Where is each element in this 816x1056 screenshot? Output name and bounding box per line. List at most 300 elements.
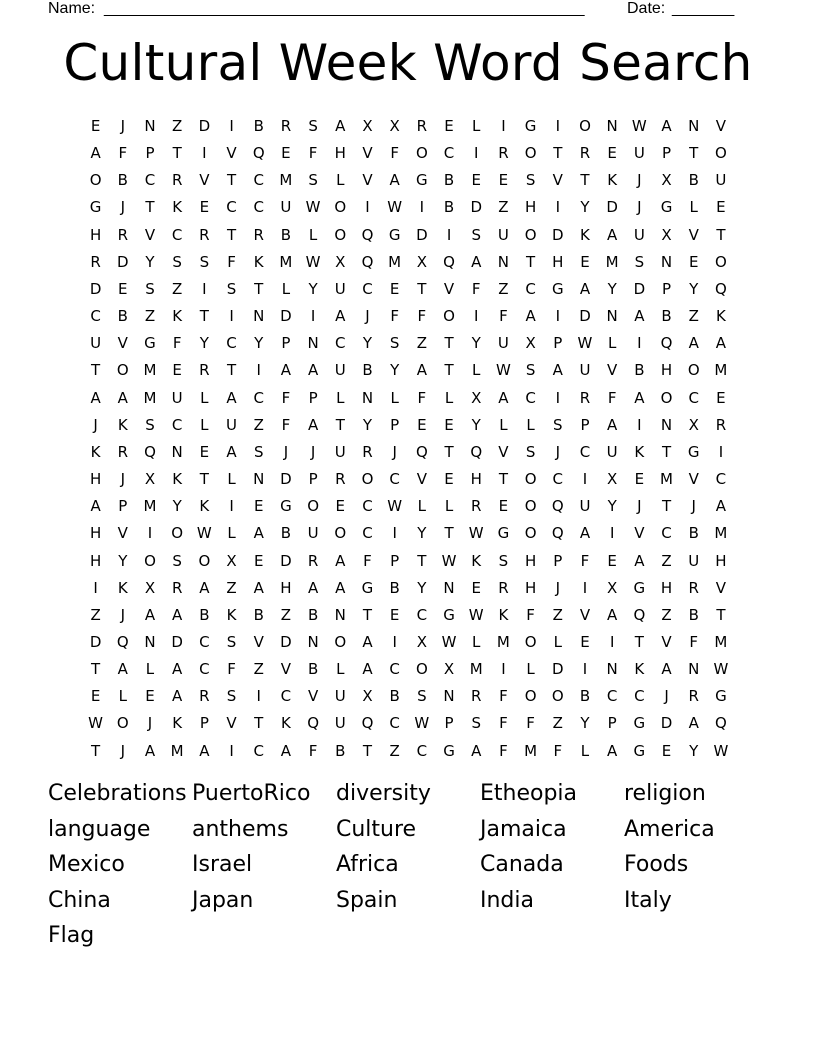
grid-letter: X [226, 551, 237, 570]
grid-letter: T [91, 361, 101, 380]
grid-letter: F [607, 388, 617, 407]
grid-letter: T [362, 605, 373, 624]
grid-letter: N [253, 307, 265, 326]
grid-letter: T [417, 551, 427, 570]
grid-letter: A [280, 361, 292, 380]
grid-letter: Y [580, 198, 590, 217]
grid-letter: E [688, 252, 699, 271]
grid-letter: V [607, 361, 618, 380]
grid-letter: S [145, 415, 155, 434]
grid-letter: D [89, 632, 102, 651]
grid-letter: Z [389, 741, 400, 760]
grid-letter: B [389, 687, 400, 706]
grid-letter: O [415, 660, 428, 679]
grid-letter: N [171, 442, 183, 461]
grid-letter: Y [118, 551, 128, 570]
grid-letter: L [390, 388, 399, 407]
grid-letter: T [226, 225, 237, 244]
grid-letter: N [606, 307, 618, 326]
grid-letter: C [552, 470, 564, 489]
grid-letter: A [416, 361, 427, 380]
grid-letter: G [524, 117, 537, 135]
grid-letter: Z [253, 660, 264, 679]
grid-letter: V [688, 225, 699, 244]
grid-letter: D [606, 198, 618, 217]
grid-letter: G [497, 524, 510, 543]
grid-letter: C [226, 198, 237, 217]
grid-letter: Z [172, 117, 183, 135]
grid-letter: Q [361, 252, 374, 271]
grid-letter: S [471, 714, 481, 733]
grid-letter: E [580, 252, 590, 271]
grid-letter: K [226, 605, 237, 624]
date-blank-line[interactable]: _______ [672, 0, 735, 17]
grid-letter: T [716, 225, 726, 244]
grid-letter: K [634, 660, 645, 679]
grid-letter: W [713, 660, 729, 679]
grid-letter: G [551, 279, 564, 298]
grid-letter: P [281, 334, 291, 353]
grid-letter: Y [172, 497, 182, 516]
grid-letter: Y [362, 334, 373, 353]
grid-letter: H [524, 551, 537, 570]
grid-letter: A [335, 307, 346, 326]
word-bank-item: Italy [624, 887, 672, 913]
grid-letter: O [524, 524, 537, 543]
grid-letter: Q [551, 524, 564, 543]
grid-letter: V [226, 144, 237, 163]
grid-letter: Y [471, 415, 481, 434]
grid-letter: K [280, 714, 291, 733]
grid-letter: X [362, 117, 373, 135]
grid-letter: U [226, 415, 238, 434]
grid-letter: Y [199, 334, 209, 353]
grid-letter: U [307, 524, 319, 543]
grid-letter: A [471, 741, 482, 760]
grid-letter: Y [362, 415, 373, 434]
grid-letter: A [688, 714, 699, 733]
grid-letter: T [580, 171, 590, 190]
grid-letter: B [307, 660, 319, 679]
grid-letter: D [280, 307, 292, 326]
grid-letter: N [688, 660, 700, 679]
grid-letter: L [281, 279, 291, 298]
grid-letter: O [334, 632, 347, 651]
grid-letter: I [501, 660, 506, 679]
grid-letter: B [688, 171, 699, 190]
name-blank-line[interactable]: ______________________________________________________ [104, 0, 585, 17]
grid-letter: V [362, 171, 373, 190]
grid-letter: N [606, 117, 618, 135]
grid-letter: E [716, 198, 726, 217]
grid-letter: T [199, 307, 209, 326]
grid-letter: Q [116, 632, 129, 651]
grid-letter: P [199, 714, 209, 733]
grid-letter: B [661, 307, 672, 326]
grid-letter: G [687, 442, 700, 461]
grid-letter: L [336, 171, 345, 190]
grid-letter: A [362, 660, 373, 679]
grid-letter: Y [145, 252, 155, 271]
grid-letter: Z [552, 605, 563, 624]
grid-letter: F [308, 741, 318, 760]
grid-letter: C [280, 687, 292, 706]
grid-letter: B [688, 524, 699, 543]
grid-letter: H [334, 144, 346, 163]
grid-letter: Y [607, 497, 617, 516]
grid-letter: O [334, 225, 347, 244]
grid-letter: A [307, 361, 319, 380]
grid-letter: J [310, 442, 316, 461]
word-bank-item: Culture [336, 816, 417, 842]
grid-letter: P [118, 497, 128, 516]
grid-letter: Q [361, 225, 374, 244]
grid-letter: H [524, 578, 537, 597]
grid-letter: E [172, 361, 182, 380]
grid-letter: W [468, 524, 484, 543]
grid-letter: F [499, 307, 508, 326]
grid-letter: X [688, 415, 699, 434]
grid-letter: V [552, 171, 563, 190]
grid-letter: A [199, 578, 210, 597]
grid-letter: I [446, 225, 452, 244]
grid-letter: K [253, 252, 264, 271]
grid-letter: C [661, 524, 672, 543]
grid-letter: A [389, 171, 400, 190]
grid-letter: M [605, 252, 619, 271]
grid-letter: M [469, 660, 483, 679]
grid-letter: I [501, 117, 506, 135]
grid-letter: T [444, 442, 454, 461]
grid-letter: W [495, 361, 511, 380]
grid-letter: I [637, 334, 642, 353]
grid-letter: O [198, 551, 211, 570]
grid-letter: E [90, 117, 101, 135]
grid-letter: A [579, 279, 591, 298]
grid-letter: M [388, 252, 402, 271]
grid-letter: R [579, 388, 591, 407]
grid-letter: N [497, 252, 510, 271]
grid-letter: B [199, 605, 210, 624]
grid-letter: C [416, 741, 428, 760]
grid-letter: W [468, 605, 484, 624]
grid-letter: P [662, 144, 672, 163]
grid-letter: J [637, 171, 642, 190]
grid-letter: A [498, 388, 509, 407]
grid-letter: I [637, 415, 642, 434]
word-bank-item: PuertoRico [192, 781, 311, 806]
grid-letter: C [362, 279, 373, 298]
grid-letter: X [443, 660, 455, 679]
grid-letter: A [90, 388, 101, 407]
grid-letter: R [715, 415, 727, 434]
grid-letter: O [144, 551, 156, 570]
grid-letter: P [444, 714, 454, 733]
grid-letter: S [199, 252, 210, 271]
grid-letter: U [579, 497, 591, 516]
grid-letter: I [365, 198, 370, 217]
grid-letter: R [471, 687, 482, 706]
grid-letter: C [416, 605, 428, 624]
grid-letter: F [308, 144, 318, 163]
grid-letter: S [226, 632, 237, 651]
grid-letter: S [471, 225, 481, 244]
grid-letter: O [334, 524, 347, 543]
grid-letter: D [171, 632, 183, 651]
grid-letter: B [335, 741, 346, 760]
grid-letter: L [200, 415, 209, 434]
grid-letter: C [389, 660, 400, 679]
grid-letter: C [253, 741, 264, 760]
grid-letter: A [661, 117, 672, 135]
word-bank-item: Africa [336, 852, 399, 877]
word-bank-item: Mexico [48, 852, 125, 877]
grid-letter: X [661, 225, 672, 244]
grid-letter: K [715, 307, 726, 326]
grid-letter: U [579, 361, 591, 380]
grid-letter: J [664, 687, 669, 706]
grid-letter: I [555, 198, 560, 217]
grid-letter: T [553, 144, 563, 163]
grid-letter: M [524, 741, 538, 760]
grid-letter: H [89, 524, 102, 543]
grid-letter: O [524, 144, 537, 163]
grid-letter: X [607, 470, 618, 489]
grid-letter: M [660, 470, 673, 489]
grid-letter: S [634, 252, 645, 271]
grid-letter: S [226, 687, 237, 706]
grid-letter: A [90, 497, 101, 516]
grid-letter: F [390, 144, 399, 163]
grid-letter: Z [253, 415, 264, 434]
grid-letter: A [307, 415, 319, 434]
grid-letter: L [227, 524, 236, 543]
grid-letter: H [660, 361, 673, 380]
grid-letter: J [120, 741, 125, 760]
grid-letter: L [444, 497, 454, 516]
grid-letter: Q [307, 714, 319, 733]
grid-letter: W [713, 741, 729, 760]
grid-letter: O [524, 225, 537, 244]
grid-letter: V [117, 524, 128, 543]
grid-letter: S [525, 361, 536, 380]
grid-letter: A [335, 551, 346, 570]
grid-letter: A [335, 578, 346, 597]
grid-letter: X [661, 171, 672, 190]
grid-letter: K [172, 470, 183, 489]
grid-letter: W [387, 198, 403, 217]
grid-letter: U [334, 279, 346, 298]
grid-letter: E [199, 442, 210, 461]
grid-letter: J [365, 307, 370, 326]
grid-letter: T [661, 497, 672, 516]
grid-letter: L [472, 361, 481, 380]
grid-letter: D [552, 660, 564, 679]
grid-letter: O [116, 714, 129, 733]
grid-letter: S [417, 687, 427, 706]
word-bank-item: diversity [336, 781, 431, 806]
grid-letter: M [143, 388, 157, 407]
grid-letter: U [90, 334, 102, 353]
grid-letter: A [715, 334, 727, 353]
grid-letter: A [607, 741, 618, 760]
grid-letter: E [253, 497, 264, 516]
grid-letter: J [691, 497, 696, 516]
word-bank-item: anthems [192, 816, 289, 842]
grid-letter: Y [417, 578, 427, 597]
grid-letter: X [335, 252, 346, 271]
grid-letter: U [606, 442, 618, 461]
grid-letter: S [253, 442, 264, 461]
grid-letter: K [172, 307, 183, 326]
grid-letter: V [144, 225, 156, 244]
grid-letter: I [256, 361, 261, 380]
grid-letter: M [714, 632, 728, 651]
grid-letter: R [199, 225, 210, 244]
grid-letter: D [416, 225, 428, 244]
grid-letter: F [172, 334, 182, 353]
grid-letter: G [89, 198, 102, 217]
grid-letter: U [688, 551, 700, 570]
grid-letter: T [444, 361, 454, 380]
grid-letter: C [171, 225, 183, 244]
grid-letter: D [280, 632, 292, 651]
grid-letter: T [444, 334, 454, 353]
grid-letter: B [307, 605, 319, 624]
grid-letter: E [661, 741, 672, 760]
grid-letter: C [525, 279, 536, 298]
grid-letter: A [688, 334, 699, 353]
grid-letter: Z [172, 279, 183, 298]
word-bank-item: India [480, 887, 534, 913]
grid-letter: N [307, 334, 319, 353]
grid-letter: W [441, 632, 457, 651]
grid-letter: K [172, 714, 183, 733]
grid-letter: S [172, 551, 182, 570]
grid-letter: E [118, 279, 128, 298]
grid-letter: Y [417, 524, 427, 543]
grid-letter: X [525, 334, 536, 353]
grid-letter: N [443, 687, 455, 706]
grid-letter: G [660, 198, 673, 217]
grid-letter: T [444, 524, 454, 543]
grid-letter: I [582, 660, 588, 679]
grid-letter: Y [471, 334, 481, 353]
grid-letter: W [305, 198, 321, 217]
grid-letter: F [471, 279, 481, 298]
grid-letter: A [661, 660, 672, 679]
grid-letter: Z [661, 551, 672, 570]
grid-letter: B [688, 605, 699, 624]
grid-letter: R [307, 551, 319, 570]
grid-letter: E [90, 687, 101, 706]
grid-letter: E [498, 497, 509, 516]
grid-letter: N [307, 632, 319, 651]
grid-letter: U [633, 225, 645, 244]
grid-letter: X [362, 687, 373, 706]
grid-letter: T [254, 279, 264, 298]
grid-letter: F [526, 605, 535, 624]
grid-letter: E [580, 632, 590, 651]
grid-letter: H [89, 551, 102, 570]
grid-letter: Y [308, 279, 318, 298]
grid-letter: B [117, 171, 128, 190]
grid-letter: W [414, 714, 430, 733]
grid-letter: C [226, 334, 237, 353]
word-bank-item: Flag [48, 923, 95, 948]
grid-letter: V [280, 660, 292, 679]
word-list [48, 776, 768, 954]
grid-letter: B [579, 687, 591, 706]
grid-letter: V [416, 470, 427, 489]
grid-letter: Z [498, 279, 509, 298]
grid-letter: M [279, 252, 293, 271]
grid-letter: C [579, 442, 591, 461]
grid-letter: R [117, 442, 128, 461]
grid-letter: E [444, 415, 454, 434]
grid-letter: N [606, 660, 618, 679]
grid-letter: C [199, 632, 210, 651]
grid-letter: I [147, 524, 153, 543]
grid-letter: E [471, 578, 481, 597]
grid-letter: N [144, 632, 156, 651]
grid-letter: B [443, 171, 455, 190]
grid-letter: R [335, 470, 346, 489]
grid-letter: V [307, 687, 319, 706]
grid-letter: A [117, 388, 128, 407]
grid-letter: V [362, 144, 373, 163]
grid-letter: X [607, 578, 618, 597]
grid-letter: L [145, 660, 155, 679]
grid-letter: Q [144, 442, 156, 461]
grid-letter: G [633, 578, 646, 597]
grid-letter: F [227, 660, 236, 679]
grid-letter: G [633, 714, 646, 733]
grid-letter: I [555, 307, 560, 326]
grid-letter: L [118, 687, 127, 706]
grid-letter: T [634, 632, 644, 651]
grid-letter: O [687, 361, 700, 380]
grid-letter: G [361, 578, 374, 597]
grid-letter: C [606, 687, 618, 706]
grid-letter: R [498, 578, 509, 597]
grid-letter: C [389, 714, 400, 733]
grid-letter: T [362, 741, 373, 760]
grid-letter: E [607, 551, 617, 570]
grid-letter: H [89, 470, 102, 489]
grid-letter: C [253, 198, 264, 217]
grid-letter: B [389, 578, 400, 597]
grid-letter: A [144, 741, 156, 760]
grid-letter: F [526, 714, 535, 733]
grid-letter: Y [390, 361, 400, 380]
grid-letter: I [474, 307, 479, 326]
grid-letter: I [229, 307, 234, 326]
grid-letter: E [444, 117, 454, 135]
grid-letter: F [499, 687, 508, 706]
grid-letter: W [196, 524, 212, 543]
grid-letter: U [497, 334, 509, 353]
grid-letter: W [88, 714, 104, 733]
grid-letter: E [498, 171, 509, 190]
grid-letter: L [526, 415, 535, 434]
grid-letter: G [443, 741, 455, 760]
grid-letter: A [634, 388, 645, 407]
grid-letter: C [443, 144, 455, 163]
grid-letter: A [226, 388, 237, 407]
grid-letter: J [147, 714, 153, 733]
grid-letter: V [661, 632, 672, 651]
